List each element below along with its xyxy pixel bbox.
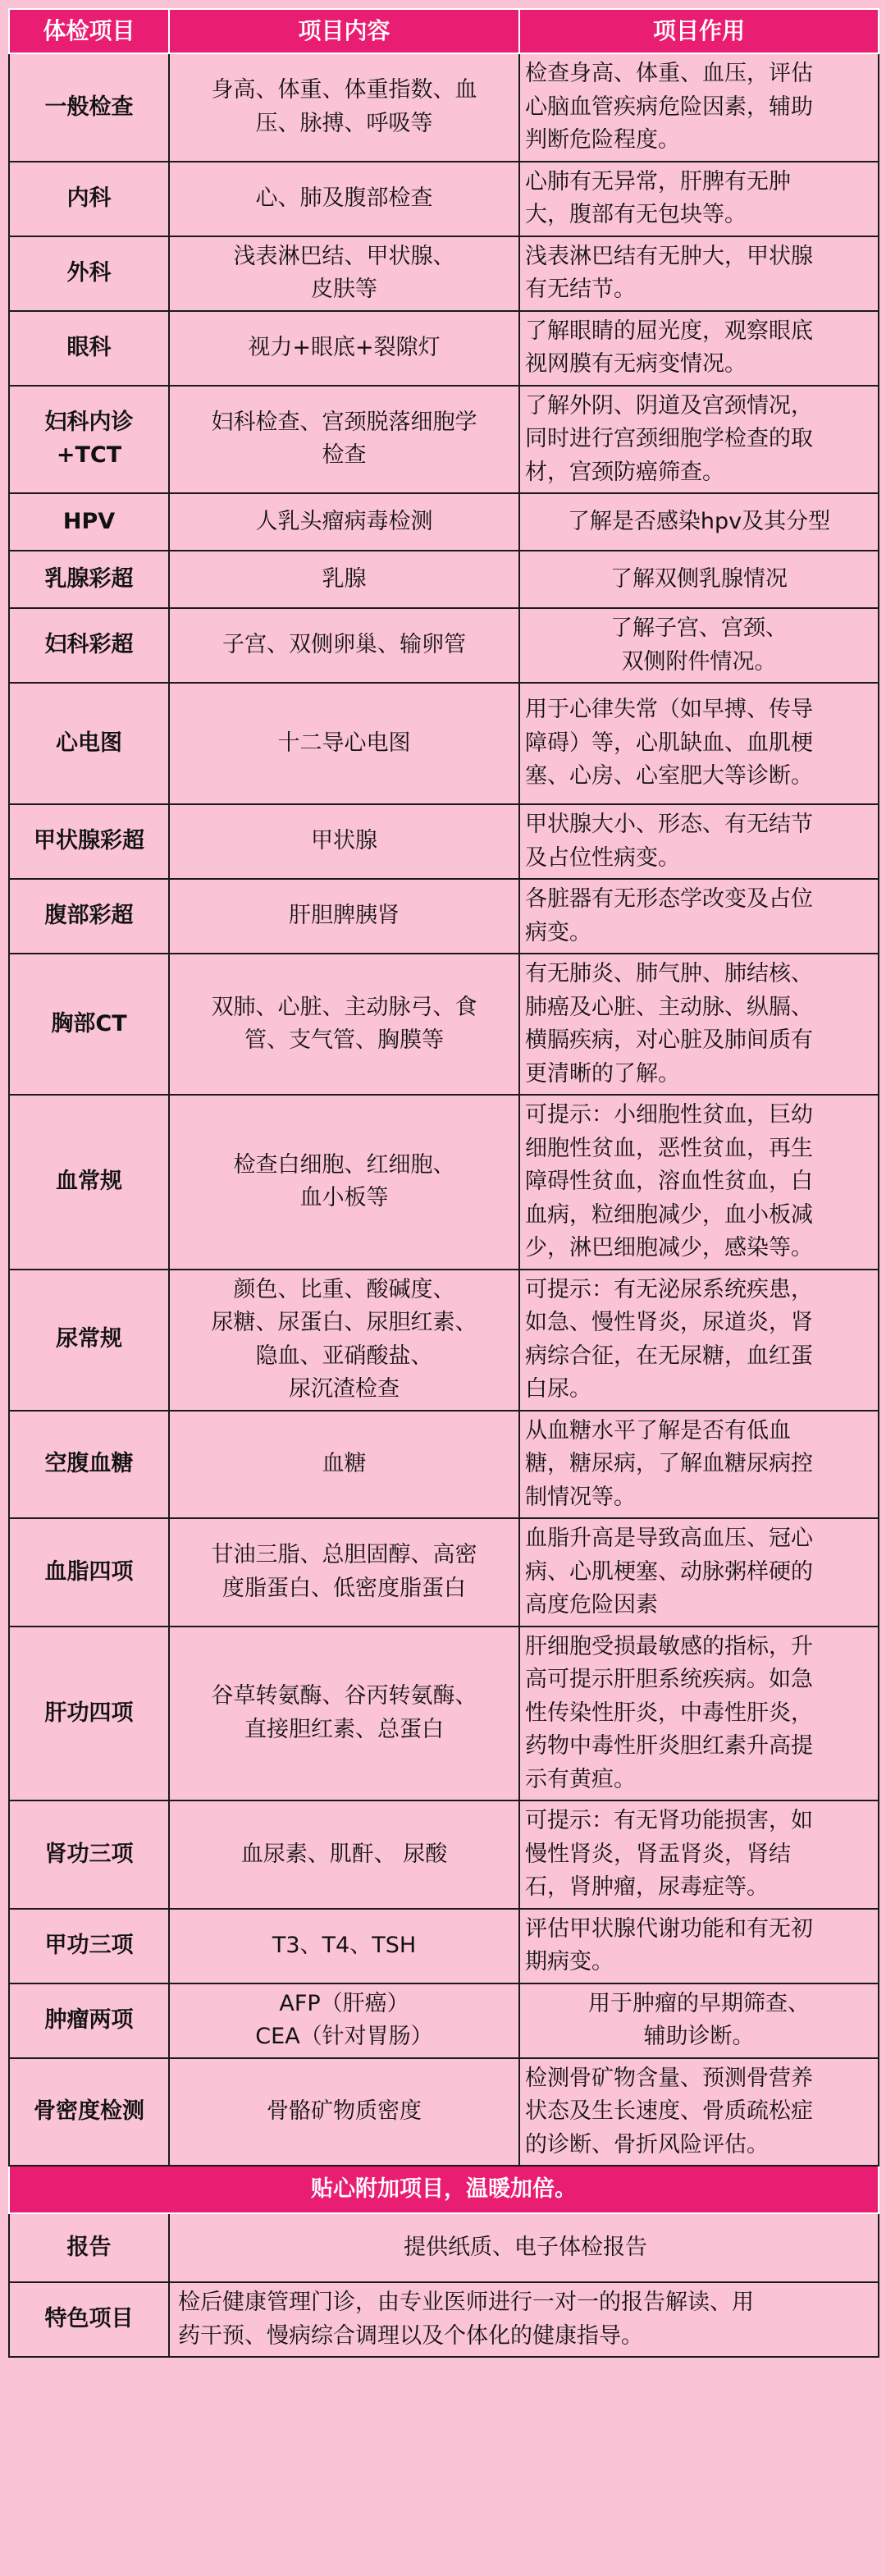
text-line: 度脂蛋白、低密度脂蛋白	[222, 1575, 466, 1601]
text-line: 血病，粒细胞减少，血小板减	[525, 1201, 813, 1228]
item-effect	[519, 1909, 879, 1983]
item-name	[9, 1983, 169, 2058]
text-line: T3、T4、TSH	[272, 1932, 417, 1958]
text-line: 十二导心电图	[277, 730, 411, 756]
item-name	[9, 879, 169, 954]
item-effect	[519, 879, 879, 954]
table-row	[9, 879, 879, 954]
item-effect	[519, 1627, 879, 1801]
table-row	[9, 954, 879, 1095]
item-effect	[519, 53, 879, 162]
table-row	[9, 804, 879, 879]
text-line: 了解眼睛的屈光度，观察眼底	[525, 318, 813, 344]
header-row	[9, 9, 879, 53]
item-effect	[519, 1983, 879, 2058]
text-line: CEA（针对胃肠）	[255, 2024, 433, 2049]
text-line: 心脑血管疾病危险因素，辅助	[525, 94, 813, 120]
text-line: 隐血、亚硝酸盐、	[255, 1343, 433, 1369]
text-line: 身高、体重、体重指数、血	[211, 77, 477, 103]
text-line: 血糖	[322, 1451, 367, 1476]
item-effect	[519, 2058, 879, 2166]
text-line: 血小板等	[299, 1185, 389, 1211]
item-name	[9, 1270, 169, 1411]
item-name	[9, 683, 169, 804]
text-line: 药干预、慢病综合调理以及个体化的健康指导。	[178, 2322, 643, 2349]
text-line: 提供纸质、电子体检报告	[404, 2234, 647, 2260]
text-line: 直接胆红素、总蛋白	[244, 1716, 444, 1742]
item-name	[9, 608, 169, 683]
text-line: 石，肾肿瘤，尿毒症等。	[525, 1874, 769, 1900]
text-line: 骨骼矿物质密度	[267, 2098, 422, 2124]
text-line: 浅表淋巴结、甲状腺、	[233, 243, 455, 269]
header-effect: 项目作用	[519, 9, 879, 53]
item-effect	[519, 608, 879, 683]
text-line: 如急、慢性肾炎，尿道炎，肾	[525, 1310, 813, 1335]
item-name	[9, 804, 169, 879]
item-content	[169, 804, 519, 879]
text-line: 腹部彩超	[44, 903, 134, 929]
item-name	[9, 2058, 169, 2166]
item-effect	[519, 804, 879, 879]
text-line: 心肺有无异常，肝脾有无肿	[525, 168, 791, 194]
table-row	[9, 53, 879, 162]
text-line: 病、心肌梗塞、动脉粥样硬的	[525, 1558, 813, 1585]
item-effect	[519, 1270, 879, 1411]
table-row	[9, 608, 879, 683]
item-content	[169, 1627, 519, 1801]
text-line: 视网膜有无病变情况。	[525, 351, 747, 377]
text-line: 障碍）等，心肌缺血、血肌梗	[525, 730, 813, 756]
text-line: 浅表淋巴结有无肿大，甲状腺	[525, 243, 813, 269]
text-line: 大，腹部有无包块等。	[525, 202, 747, 227]
text-line: 病综合征，在无尿糖，血红蛋	[525, 1343, 813, 1369]
item-name	[9, 162, 169, 236]
text-line: 高可提示肝胆系统疾病。如急	[525, 1667, 813, 1692]
text-line: 一般检查	[44, 94, 134, 120]
exam-rows	[9, 53, 879, 2357]
text-line: 状态及生长速度、骨质疏松症	[525, 2098, 813, 2124]
text-line: 可提示：有无肾功能损害，如	[525, 1808, 813, 1833]
text-line: 心、肺及腹部检查	[255, 185, 433, 211]
text-line: 皮肤等	[311, 277, 377, 302]
text-line: 用于肿瘤的早期筛查、	[588, 1990, 810, 2016]
item-content	[169, 1518, 519, 1627]
table-row	[9, 162, 879, 236]
text-line: 性传染性肝炎，中毒性肝炎，	[525, 1700, 813, 1726]
text-line: 期病变。	[525, 1949, 614, 1974]
exam-table-sheet	[8, 8, 878, 2358]
text-line: 乳腺	[322, 565, 367, 592]
item-content	[169, 879, 519, 954]
text-line: 白尿。	[525, 1376, 591, 1402]
text-line: 可提示：小细胞性贫血，巨幼	[525, 1102, 813, 1128]
text-line: 辅助诊断。	[643, 2024, 755, 2049]
item-content	[169, 386, 519, 494]
text-line: 横膈疾病，对心脏及肺间质有	[525, 1027, 813, 1053]
text-line: 子宫、双侧卵巢、输卵管	[222, 632, 466, 658]
banner-text: 贴心附加项目，温暖加倍。	[9, 2166, 879, 2213]
item-effect	[519, 1411, 879, 1519]
text-line: 尿常规	[56, 1326, 122, 1352]
item-content	[169, 683, 519, 804]
item-content	[169, 1411, 519, 1519]
table-row	[9, 1800, 879, 1909]
table-row	[9, 683, 879, 804]
text-line: 同时进行宫颈细胞学检查的取	[525, 426, 813, 451]
table-row	[9, 1983, 879, 2058]
item-content	[169, 954, 519, 1095]
table-row	[9, 493, 879, 551]
text-line: 高度危险因素	[525, 1592, 658, 1617]
text-line: 胸部CT	[51, 1010, 127, 1036]
item-content	[169, 2058, 519, 2166]
text-line: HPV	[62, 508, 116, 534]
text-line: 尿沉渣检查	[289, 1376, 400, 1402]
table-row	[9, 2058, 879, 2166]
text-line: 空腹血糖	[44, 1451, 134, 1476]
item-name	[9, 1627, 169, 1801]
text-line: 慢性肾炎，肾盂肾炎，肾结	[525, 1841, 791, 1867]
item-effect	[519, 551, 879, 608]
item-content	[169, 1983, 519, 2058]
header-content: 项目内容	[169, 9, 519, 53]
text-line: 障碍性贫血，溶血性贫血，白	[525, 1169, 813, 1194]
extra-content	[169, 2213, 879, 2282]
item-effect	[519, 311, 879, 386]
text-line: 谷草转氨酶、谷丙转氨酶、	[211, 1683, 477, 1709]
text-line: 了解外阴、阴道及宫颈情况，	[525, 392, 813, 419]
table-row	[9, 1270, 879, 1411]
item-effect	[519, 236, 879, 311]
text-line: 尿糖、尿蛋白、尿胆红素、	[211, 1310, 477, 1335]
table-row	[9, 1909, 879, 1983]
table-row	[9, 311, 879, 386]
text-line: 制情况等。	[525, 1484, 636, 1510]
text-line: 从血糖水平了解是否有低血	[525, 1417, 791, 1444]
item-content	[169, 1800, 519, 1909]
table-row	[9, 1627, 879, 1801]
text-line: 血尿素、肌酐、 尿酸	[240, 1841, 448, 1867]
table-row	[9, 551, 879, 608]
text-line: +TCT	[56, 442, 122, 469]
item-content	[169, 236, 519, 311]
text-line: 乳腺彩超	[44, 565, 134, 592]
text-line: 血常规	[56, 1169, 122, 1194]
text-line: 骨密度检测	[34, 2098, 144, 2124]
table-row	[9, 386, 879, 494]
item-content	[169, 1095, 519, 1270]
item-content	[169, 1270, 519, 1411]
text-line: 检查	[322, 442, 367, 469]
text-line: 病变。	[525, 919, 591, 945]
text-line: 双肺、心脏、主动脉弓、食	[211, 994, 477, 1020]
text-line: 检后健康管理门诊，由专业医师进行一对一的报告解读、用	[178, 2290, 754, 2315]
text-line: AFP（肝癌）	[279, 1990, 409, 2016]
item-name	[9, 236, 169, 311]
text-line: 颜色、比重、酸碱度、	[233, 1276, 455, 1302]
item-content	[169, 551, 519, 608]
item-effect	[519, 954, 879, 1095]
text-line: 甲状腺	[311, 828, 377, 854]
item-effect	[519, 493, 879, 551]
text-line: 妇科检查、宫颈脱落细胞学	[211, 409, 477, 435]
item-name	[9, 53, 169, 162]
text-line: 血脂四项	[44, 1558, 134, 1585]
text-line: 管、支气管、胸膜等	[244, 1027, 444, 1053]
item-name	[9, 386, 169, 494]
item-name	[9, 551, 169, 608]
text-line: 压、脉搏、呼吸等	[255, 110, 433, 136]
item-effect	[519, 683, 879, 804]
text-line: 检测骨矿物含量、预测骨营养	[525, 2065, 813, 2091]
item-content	[169, 493, 519, 551]
item-name	[9, 493, 169, 551]
banner-row	[9, 2166, 879, 2213]
text-line: 的诊断、骨折风险评估。	[525, 2131, 769, 2157]
text-line: 有无结节。	[525, 277, 636, 302]
extra-name: 报告	[9, 2213, 169, 2282]
item-name	[9, 1800, 169, 1909]
text-line: 各脏器有无形态学改变及占位	[525, 886, 813, 912]
text-line: 甘油三脂、总胆固醇、高密	[211, 1542, 477, 1568]
item-name	[9, 1411, 169, 1519]
text-line: 肿瘤两项	[44, 2006, 134, 2033]
text-line: 少，淋巴细胞减少，感染等。	[525, 1235, 813, 1261]
text-line: 用于心律失常（如早搏、传导	[525, 697, 813, 723]
text-line: 甲状腺彩超	[34, 828, 144, 854]
text-line: 可提示：有无泌尿系统疾患，	[525, 1276, 813, 1302]
item-name	[9, 1095, 169, 1270]
text-line: 了解双侧乳腺情况	[610, 565, 788, 592]
item-effect	[519, 1518, 879, 1627]
text-line: 了解子宫、宫颈、	[610, 615, 788, 641]
exam-table	[8, 8, 879, 2358]
text-line: 眼科	[66, 334, 112, 360]
item-effect	[519, 386, 879, 494]
text-line: 妇科内诊	[44, 409, 134, 435]
item-content	[169, 608, 519, 683]
extra-content	[169, 2282, 879, 2357]
text-line: 检查身高、体重、血压，评估	[525, 61, 813, 86]
text-line: 甲状腺大小、形态、有无结节	[525, 812, 813, 837]
text-line: 塞、心房、心室肥大等诊断。	[525, 763, 813, 789]
text-line: 示有黄疸。	[525, 1766, 636, 1792]
text-line: 内科	[66, 185, 112, 211]
text-line: 材，宫颈防癌筛查。	[525, 459, 724, 485]
text-line: 评估甲状腺代谢功能和有无初	[525, 1915, 813, 1942]
text-line: 人乳头瘤病毒检测	[255, 508, 433, 534]
item-content	[169, 311, 519, 386]
text-line: 血脂升高是导致高血压、冠心	[525, 1526, 813, 1551]
item-content	[169, 53, 519, 162]
text-line: 及占位性病变。	[525, 844, 680, 871]
text-line: 视力+眼底+裂隙灯	[248, 334, 441, 360]
text-line: 甲功三项	[44, 1932, 134, 1958]
table-row	[9, 236, 879, 311]
text-line: 肾功三项	[44, 1841, 134, 1867]
item-content	[169, 1909, 519, 1983]
text-line: 糖，糖尿病，了解血糖尿病控	[525, 1451, 813, 1476]
text-line: 了解是否感染hpv及其分型	[567, 508, 831, 534]
item-effect	[519, 162, 879, 236]
text-line: 肝细胞受损最敏感的指标，升	[525, 1633, 813, 1659]
text-line: 肝胆脾胰肾	[289, 903, 400, 929]
item-content	[169, 162, 519, 236]
text-line: 有无肺炎、肺气肿、肺结核、	[525, 961, 813, 986]
table-row	[9, 1095, 879, 1270]
text-line: 外科	[66, 259, 112, 286]
header-item: 体检项目	[9, 9, 169, 53]
text-line: 肝功四项	[44, 1700, 134, 1726]
item-effect	[519, 1095, 879, 1270]
item-name	[9, 1518, 169, 1627]
item-name	[9, 311, 169, 386]
text-line: 判断危险程度。	[525, 127, 680, 153]
table-row	[9, 1518, 879, 1627]
extra-row	[9, 2282, 879, 2357]
text-line: 药物中毒性肝炎胆红素升高提	[525, 1733, 813, 1759]
text-line: 妇科彩超	[44, 632, 134, 658]
text-line: 双侧附件情况。	[621, 648, 777, 675]
text-line: 肺癌及心脏、主动脉、纵膈、	[525, 994, 813, 1020]
table-row	[9, 1411, 879, 1519]
extra-row	[9, 2213, 879, 2282]
extra-name: 特色项目	[9, 2282, 169, 2357]
text-line: 检查白细胞、红细胞、	[233, 1151, 455, 1178]
text-line: 心电图	[56, 730, 122, 756]
item-effect	[519, 1800, 879, 1909]
item-name	[9, 954, 169, 1095]
text-line: 更清晰的了解。	[525, 1060, 680, 1087]
text-line: 细胞性贫血，恶性贫血，再生	[525, 1135, 813, 1161]
item-name	[9, 1909, 169, 1983]
